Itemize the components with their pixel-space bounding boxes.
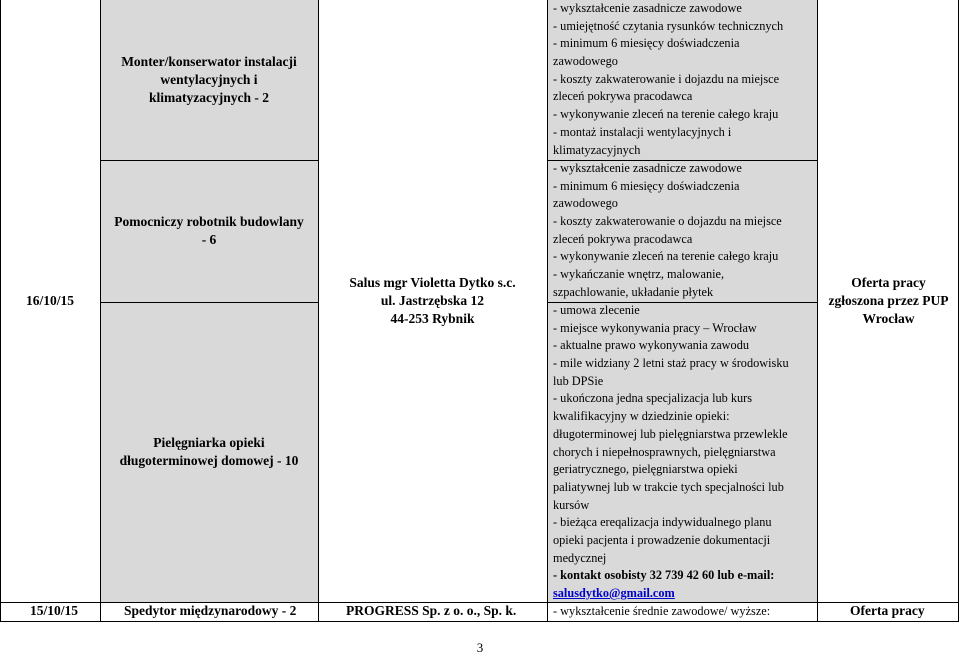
requirements-last: - wykształcenie średnie zawodowe/ wyższe: — [553, 604, 771, 618]
position-line: Pielęgniarka opieki — [153, 435, 265, 450]
position-cell-pielegniarka — [100, 302, 318, 602]
requirement-line: - bieżąca ereqalizacja indywidualnego planu — [553, 515, 772, 530]
offer-cell — [817, 0, 960, 602]
requirement-line: lub DPSie — [553, 373, 604, 388]
requirement-line: - mile widziany 2 letni staż pracy w środowisku — [553, 356, 789, 371]
date-text: 16/10/15 — [25, 293, 74, 308]
employer-line: 44-253 Rybnik — [390, 311, 475, 326]
position-line: klimatyzacyjnych - 2 — [149, 90, 269, 105]
requirements-robotnik — [553, 160, 813, 302]
employer-line: ul. Jastrzębska 12 — [380, 293, 485, 308]
requirement-line: klimatyzacyjnych — [553, 142, 641, 157]
offer-line: Wrocław — [862, 311, 915, 326]
requirement-line: szpachlowanie, układanie płytek — [553, 284, 714, 299]
position-line: Monter/konserwator instalacji — [121, 54, 297, 69]
requirement-line: - koszty zakwaterowanie o dojazdu na miejsce — [553, 214, 782, 229]
grid-line — [318, 0, 319, 622]
requirement-line: - ukończona jedna specjalizacja lub kurs — [553, 391, 753, 406]
position-cell-robotnik — [100, 160, 318, 302]
employer-line: Salus mgr Violetta Dytko s.c. — [349, 275, 516, 290]
offer-line: zgłoszona przez PUP — [828, 293, 949, 308]
grid-line — [547, 0, 548, 622]
employer-last: PROGRESS Sp. z o. o., Sp. k. — [346, 603, 517, 618]
position-line: Pomocniczy robotnik budowlany — [114, 214, 304, 229]
requirement-line: chorych i niepełnosprawnych, pielęgniarstwa — [553, 444, 776, 459]
requirement-line: - umowa zlecenie — [553, 303, 640, 317]
requirement-line: - minimum 6 miesięcy doświadczenia — [553, 36, 740, 51]
grid-line — [958, 0, 959, 622]
grid-line — [100, 302, 318, 303]
requirement-line: - umiejętność czytania rysunków technicznych — [553, 18, 784, 33]
position-line: - 6 — [201, 232, 217, 247]
employer-cell — [318, 0, 547, 602]
requirement-line: - koszty zakwaterowanie i dojazdu na miejsce — [553, 71, 780, 86]
position-last: Spedytor międzynarodowy - 2 — [124, 603, 297, 618]
requirement-line: kursów — [553, 497, 590, 512]
grid-line — [0, 621, 959, 622]
grid-line — [547, 302, 817, 303]
requirement-line: - wykonywanie zleceń na terenie całego kraju — [553, 107, 779, 122]
contact-line: - kontakt osobisty 32 739 42 60 lub e-mail: — [553, 568, 775, 583]
grid-line — [0, 602, 959, 603]
grid-line — [817, 0, 818, 622]
requirements-pielegniarka — [553, 302, 813, 603]
requirement-line: - wykształcenie zasadnicze zawodowe — [553, 161, 742, 175]
requirement-line: - miejsce wykonywania pracy – Wrocław — [553, 320, 757, 335]
requirement-line: opieki pacjenta i prowadzenie dokumentacji — [553, 532, 771, 547]
requirement-line: - wykształcenie zasadnicze zawodowe — [553, 1, 742, 15]
email-link[interactable]: salusdytko@gmail.com — [553, 586, 675, 600]
requirement-line: paliatywnej lub w trakcie tych specjalności lub — [553, 479, 784, 494]
requirement-line: geriatrycznego, pielęgniarstwa opieki — [553, 462, 738, 477]
page-number: 3 — [476, 640, 484, 655]
grid-line — [0, 0, 1, 622]
offer-line: Oferta pracy — [851, 275, 926, 290]
requirement-line: - montaż instalacji wentylacyjnych i — [553, 124, 732, 139]
date-text-last: 15/10/15 — [30, 603, 79, 618]
requirement-line: - wykańczanie wnętrz, malowanie, — [553, 267, 725, 282]
position-line: długoterminowej domowej - 10 — [119, 453, 299, 468]
grid-line — [100, 160, 318, 161]
requirement-line: - aktualne prawo wykonywania zawodu — [553, 338, 749, 353]
position-line: wentylacyjnych i — [160, 72, 258, 87]
requirement-line: zleceń pokrywa pracodawca — [553, 231, 693, 246]
requirement-line: zawodowego — [553, 54, 618, 69]
requirement-line: zleceń pokrywa pracodawca — [553, 89, 693, 104]
requirement-line: medycznej — [553, 550, 607, 565]
requirement-line: długoterminowej lub pielęgniarstwa przewlekle — [553, 426, 788, 441]
grid-line — [100, 0, 101, 622]
date-cell — [0, 0, 100, 602]
requirement-line: - minimum 6 miesięcy doświadczenia — [553, 178, 740, 193]
position-cell-monter — [100, 0, 318, 160]
requirements-monter — [553, 0, 813, 159]
requirement-line: zawodowego — [553, 196, 618, 211]
grid-line — [547, 160, 817, 161]
requirement-line: - wykonywanie zleceń na terenie całego kraju — [553, 249, 779, 264]
requirement-line: kwalifikacyjny w dziedzinie opieki: — [553, 409, 730, 424]
offer-last: Oferta pracy — [850, 603, 925, 618]
